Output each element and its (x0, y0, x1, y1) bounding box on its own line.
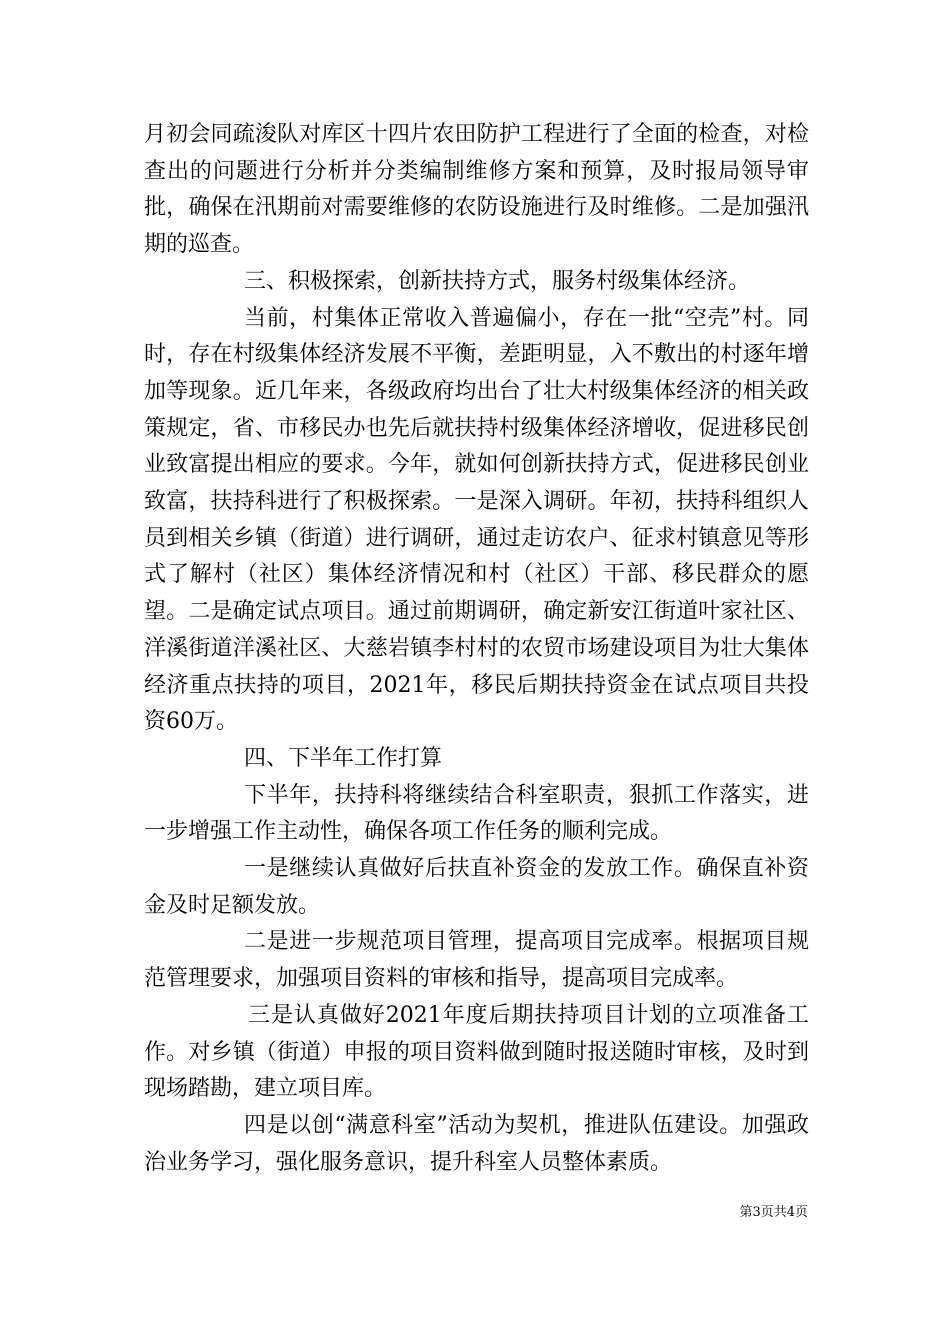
paragraph-plan-item-1: 一是继续认真做好后扶直补资金的发放工作。确保直补资金及时足额发放。 (144, 856, 809, 918)
page-number-footer: 第3页共4页 (739, 1205, 808, 1220)
paragraph-collective-economy: 当前，村集体正常收入普遍偏小，存在一批“空壳”村。同时，存在村级集体经济发展不平衡，差距明显，入不敷出的村逐年增加等现象。近几年来，各级政府均出台了壮大村级集体经济的相关政策规定，省、市移民办也先后就扶持村级集体经济增收，促进移民创业致富提出相应的要求。今年，就如何创新扶持方式，促进移民创业致富，扶持科进行了积极探索。一是深入调研。年初，扶持科组织人员到相关乡镇（街道）进行调研，通过走访农户、征求村镇意见等形式了解村（社区）集体经济情况和村（社区）干部、移民群众的愿望。二是确定试点项目。通过前期调研，确定新安江街道叶家社区、洋溪街道洋溪社区、大慈岩镇李村村的农贸市场建设项目为壮大集体经济重点扶持的项目，2021年，移民后期扶持资金在试点项目共投资60万。 (144, 305, 809, 735)
paragraph-second-half-plan: 下半年，扶持科将继续结合科室职责，狠抓工作落实，进一步增强工作主动性，确保各项工作任务的顺利完成。 (144, 782, 809, 845)
section-heading-4: 四、下半年工作打算 (244, 745, 443, 771)
paragraph-continuation: 月初会同疏浚队对库区十四片农田防护工程进行了全面的检查，对检查出的问题进行分析并分类编制维修方案和预算，及时报局领导审批，确保在汛期前对需要维修的农防设施进行及时维修。二是加强汛期的巡查。 (144, 122, 809, 258)
document-body (144, 117, 809, 1181)
paragraph-plan-item-3: 三是认真做好2021年度后期扶持项目计划的立项准备工作。对乡镇（街道）申报的项目资料做到随时报送随时审核，及时到现场踏勘，建立项目库。 (144, 1002, 809, 1102)
section-heading-3: 三、积极探索，创新扶持方式，服务村级集体经济。 (244, 268, 751, 294)
paragraph-plan-item-2: 二是进一步规范项目管理，提高项目完成率。根据项目规范管理要求，加强项目资料的审核和指导，提高项目完成率。 (144, 929, 809, 992)
paragraph-plan-item-4: 四是以创“满意科室”活动为契机，推进队伍建设。加强政治业务学习，强化服务意识，提升科室人员整体素质。 (144, 1112, 809, 1175)
